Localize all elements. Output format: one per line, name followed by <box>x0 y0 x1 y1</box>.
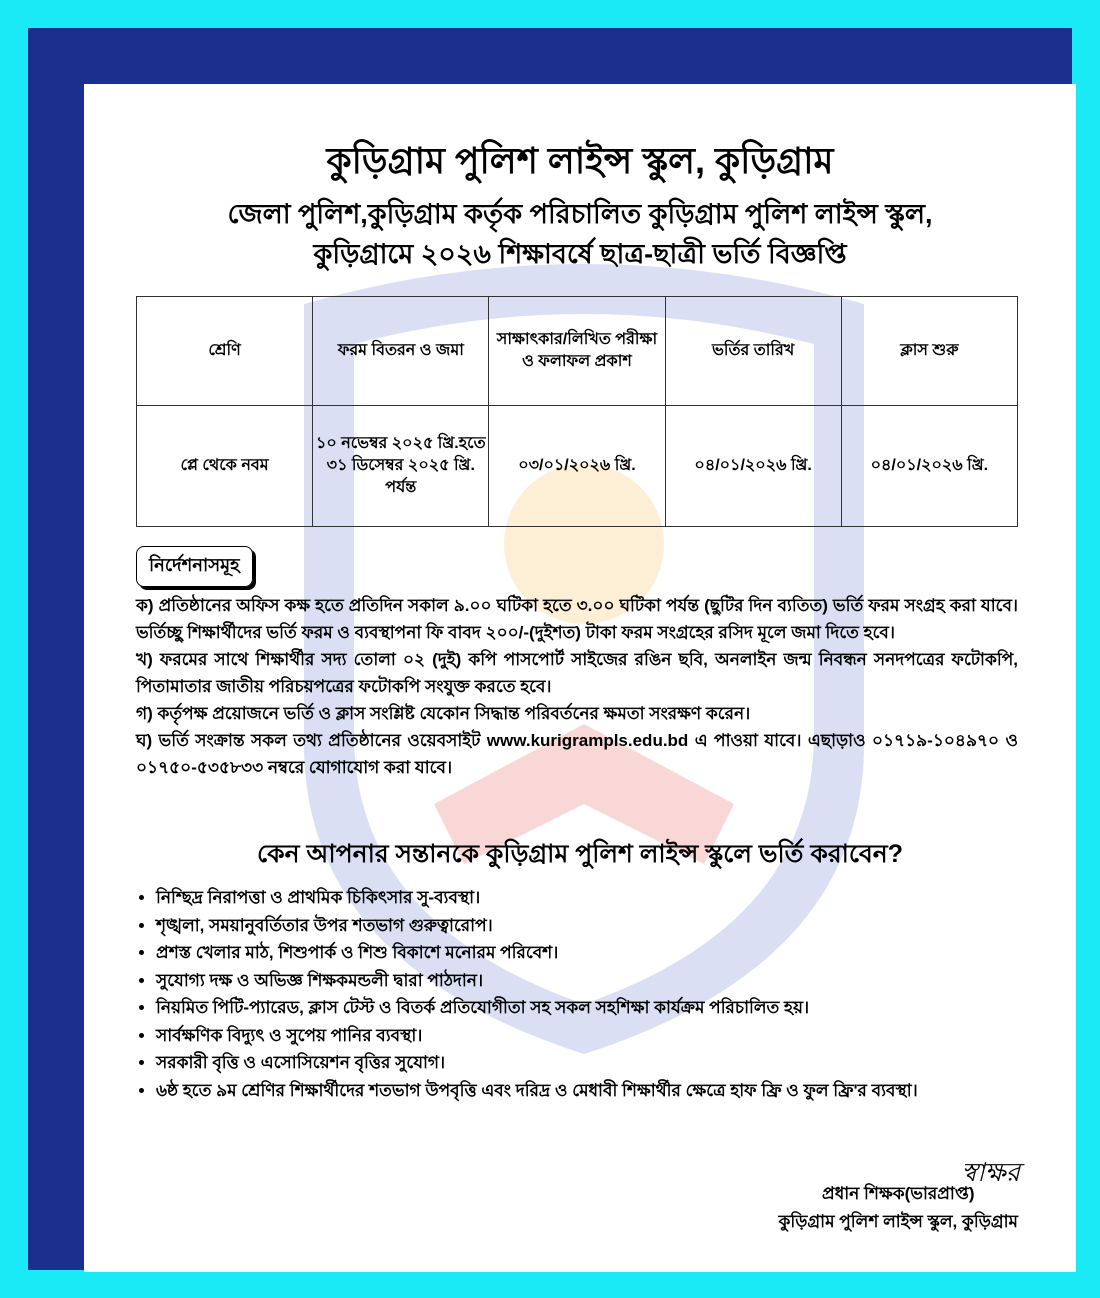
instructions-label: নির্দেশনাসমূহ <box>136 546 253 587</box>
cell-admission-date: ০৪/০১/২০২৬ খ্রি. <box>665 406 841 527</box>
signer-block <box>779 1180 1018 1236</box>
blue-frame <box>28 28 1072 1270</box>
header-exam-result: সাক্ষাৎকার/লিখিত পরীক্ষা ও ফলাফল প্রকাশ <box>489 297 665 406</box>
header-class: শ্রেণি <box>137 297 313 406</box>
instruction-item: ঘ) ভর্তি সংক্রান্ত সকল তথ্য প্রতিষ্ঠানের ওয়েবসাইট www.kurigrampls.edu.bd এ পাওয়া যাবে। এছাড়াও ০১৭১৯-১০৪৯৭০ ও ০১৭৫০-৫৩৫৮৩৩ নম্বরে যোগাযোগ করা যাবে। <box>136 731 1018 777</box>
header-form-distribution: ফরম বিতরন ও জমা <box>313 297 489 406</box>
subtitle-line-1: জেলা পুলিশ,কুড়িগ্রাম কর্তৃক পরিচালিত কুড়িগ্রাম পুলিশ লাইন্স স্কুল, <box>227 199 933 229</box>
notice-page <box>84 84 1076 1272</box>
list-item: • ৬ষ্ঠ হতে ৯ম শ্রেণির শিক্ষার্থীদের শতভাগ উপবৃত্তি এবং দরিদ্র ও মেধাবী শিক্ষার্থীর ক্ষেত্রে হাফ ফ্রি ও ফুল ফ্রি'র ব্যবস্থা। <box>156 1077 1038 1105</box>
instruction-item: ক) প্রতিষ্ঠানের অফিস কক্ষ হতে প্রতিদিন সকাল ৯.০০ ঘটিকা হতে ৩.০০ ঘটিকা পর্যন্ত (ছুটির দিন ব্যতিত) ভর্তি ফরম সংগ্রহ করা যাবে। ভর্তিচ্ছু শিক্ষার্থীদের ভর্তি ফরম ও ব্যবস্থাপনা ফি বাবদ ২০০/-(দুইশত) টাকা ফরম সংগ্রহের রসিদ মূলে জমা দিতে হবে। <box>136 596 1018 642</box>
list-item: • সরকারী বৃত্তি ও এসোসিয়েশন বৃত্তির সুযোগ। <box>156 1049 1038 1077</box>
list-item: • প্রশস্ত খেলার মাঠ, শিশুপার্ক ও শিশু বিকাশে মনোরম পরিবেশ। <box>156 939 1038 967</box>
instruction-item: গ) কর্তৃপক্ষ প্রয়োজনে ভর্তি ও ক্লাস সংশ্লিষ্ট যেকোন সিদ্ধান্ত পরিবর্তনের ক্ষমতা সংরক্ষণ করেন। <box>136 704 751 723</box>
instruction-item: খ) ফরমের সাথে শিক্ষার্থীর সদ্য তোলা ০২ (দুই) কপি পাসপোর্ট সাইজের রঙিন ছবি, অনলাইন জন্ম নিবন্ধন সনদপত্রের ফটোকপি, পিতামাতার জাতীয় পরিচয়পত্রের ফটোকপি সংযুক্ত করতে হবে। <box>136 650 1018 696</box>
cell-class: প্লে থেকে নবম <box>137 406 313 527</box>
list-item: • সুযোগ্য দক্ষ ও অভিজ্ঞ শিক্ষকমন্ডলী দ্বারা পাঠদান। <box>156 967 1038 995</box>
list-item: • সার্বক্ষণিক বিদ্যুৎ ও সুপেয় পানির ব্যবস্থা। <box>156 1022 1038 1050</box>
cell-class-start: ০৪/০১/২০২৬ খ্রি. <box>841 406 1017 527</box>
table-header-row <box>137 297 1018 406</box>
list-item: • শৃঙ্খলা, সময়ানুবর্তিতার উপর শতভাগ গুরুত্বারোপ। <box>156 912 1038 940</box>
why-heading: কেন আপনার সন্তানকে কুড়িগ্রাম পুলিশ লাইন্স স্কুলে ভর্তি করাবেন? <box>257 840 903 868</box>
signer-designation: প্রধান শিক্ষক(ভারপ্রাপ্ত) <box>822 1184 975 1203</box>
signer-institution: কুড়িগ্রাম পুলিশ লাইন্স স্কুল, কুড়িগ্রাম <box>778 1212 1018 1231</box>
school-title: কুড়িগ্রাম পুলিশ লাইন্স স্কুল, কুড়িগ্রাম <box>326 140 834 181</box>
admission-schedule-table <box>136 296 1018 527</box>
header-admission-date: ভর্তির তারিখ <box>665 297 841 406</box>
instructions-list <box>136 592 1018 781</box>
list-item: • নিশ্ছিদ্র নিরাপত্তা ও প্রাথমিক চিকিৎসার সু-ব্যবস্থা। <box>156 884 1038 912</box>
subtitle-line-2: কুড়িগ্রামে ২০২৬ শিক্ষাবর্ষে ছাত্র-ছাত্রী ভর্তি বিজ্ঞপ্তি <box>313 239 847 269</box>
cell-form-distribution: ১০ নভেম্বর ২০২৫ খ্রি.হতে ৩১ ডিসেম্বর ২০২৫ খ্রি. পর্যন্ত <box>313 406 489 527</box>
table-row <box>137 406 1018 527</box>
benefits-list <box>136 884 1038 1104</box>
handwritten-signature: স্বাক্ষর <box>961 1158 1020 1188</box>
list-item: • নিয়মিত পিটি-প্যারেড, ক্লাস টেস্ট ও বিতর্ক প্রতিযোগীতা সহ সকল সহশিক্ষা কার্যক্রম পরিচালিত হয়। <box>156 994 1038 1022</box>
cell-exam-result: ০৩/০১/২০২৬ খ্রি. <box>489 406 665 527</box>
header-class-start: ক্লাস শুরু <box>841 297 1017 406</box>
notice-subtitle <box>84 194 1076 274</box>
